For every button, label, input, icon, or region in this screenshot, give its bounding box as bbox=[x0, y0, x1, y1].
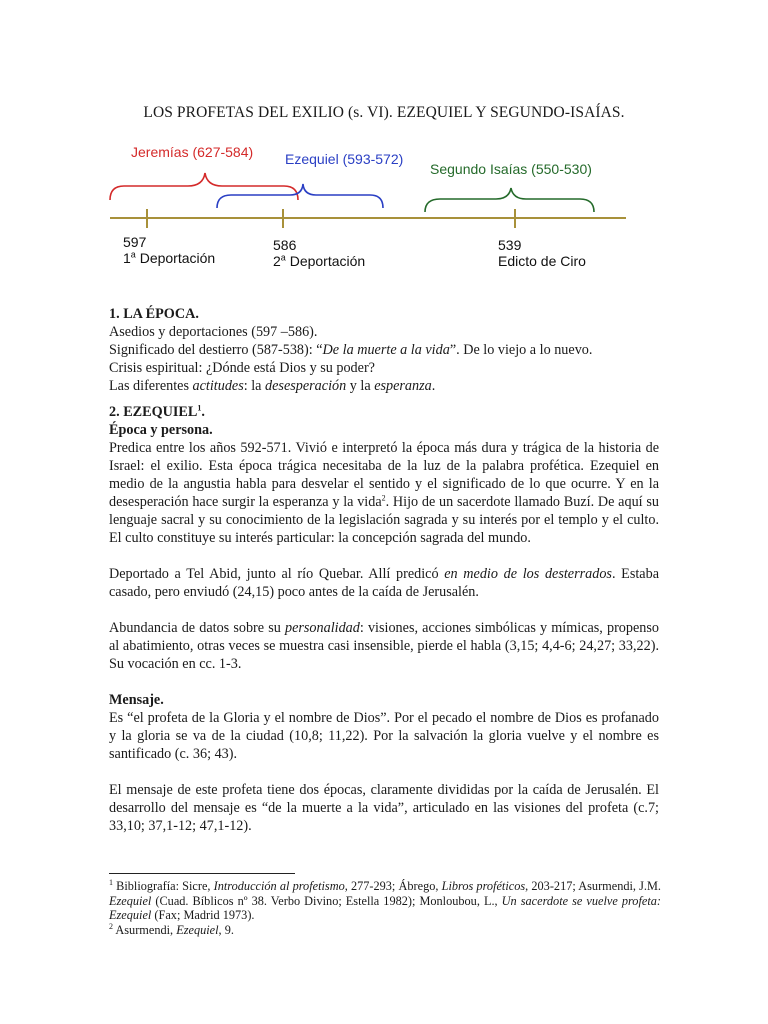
event-597-label: 1$^a$ Deportación bbox=[123, 249, 216, 266]
page-title: LOS PROFETAS DEL EXILIO (s. VI). EZEQUIEL Y SEGUNDO-ISAÍAS. bbox=[143, 104, 625, 121]
timeline-diagram bbox=[0, 140, 768, 280]
section-1-heading: 1. LA ÉPOCA. bbox=[109, 306, 199, 322]
epoca-line-1: Asedios y deportaciones (597 –586). bbox=[109, 324, 318, 340]
event-539-year: 539 bbox=[498, 237, 522, 253]
event-597 bbox=[123, 234, 215, 266]
section-epoca bbox=[109, 305, 659, 395]
segundo-isaias-brace bbox=[425, 188, 594, 212]
paragraph-predica: Predica entre los años 592-571. Vivió e interpretó la época más dura y trágica de la historia de Israel: el exilio. Esta época trágica necesitaba de la luz de la palabra profética. Ezequiel en medio de la angustia habla para desvelar el sentido y el significado de lo que ocurre. Y en la desesperación hace surgir la esperanza y la vida$^2$. Hijo de un sacerdote llamado Buzí. De aquí su lenguaje sacral y su conocimiento de la legislación sagrada y su interés por el templo y el culto. El culto constituye su interés particular: la concepción sagrada del mundo. bbox=[109, 440, 659, 546]
footnote-2: $^2$ Asurmendi, Ezequiel, 9. bbox=[109, 921, 234, 937]
event-586-label: 2$^a$ Deportación bbox=[273, 252, 366, 269]
subheading-mensaje: Mensaje. bbox=[109, 692, 164, 708]
section-2-heading: 2. EZEQUIEL$^1$. bbox=[109, 403, 205, 420]
subheading-epoca-persona: Época y persona. bbox=[109, 422, 213, 438]
paragraph-personalidad: Abundancia de datos sobre su personalidad: visiones, acciones simbólicas y mímicas, propenso al abatimiento, otras veces se muestra casi insensible, pierde el habla (3,15; 4,4-6; 24,27; 33,22). Su vocación en cc. 1-3. bbox=[109, 620, 659, 672]
jeremias-brace bbox=[110, 173, 298, 200]
footnote-1: $^1$ Bibliografía: Sicre, Introducción al profetismo, 277-293; Ábrego, Libros proféticos, 203-217; Asurmendi, J.M. Ezequiel (Cuad. Bíblicos nº 38. Verbo Divino; Estella 1982); Monloubou, L., Un sacerdote se vuelve profeta: Ezequiel (Fax; Madrid 1973). bbox=[109, 877, 661, 922]
paragraph-dos-epocas: El mensaje de este profeta tiene dos épocas, claramente divididas por la caída de Jerusalén. El desarrollo del mensaje es “de la muerte a la vida”, articulado en las visiones del profeta (c.7; 33,10; 37,1-12; 47,1-12). bbox=[109, 782, 659, 834]
ezequiel-label: Ezequiel (593-572) bbox=[285, 151, 404, 167]
ezequiel-brace bbox=[217, 184, 383, 208]
jeremias-label: Jeremías (627-584) bbox=[131, 144, 254, 160]
segundo-isaias-label: Segundo Isaías (550-530) bbox=[430, 161, 592, 177]
paragraph-gloria: Es “el profeta de la Gloria y el nombre de Dios”. Por el pecado el nombre de Dios es profanado y la gloria se va de la ciudad (10,8; 11,22). Por la salvación la gloria vuelve y el nombre es santificado (c. 36; 43). bbox=[109, 710, 659, 762]
epoca-line-3: Crisis espiritual: ¿Dónde está Dios y su poder? bbox=[109, 360, 375, 376]
event-539 bbox=[498, 237, 586, 269]
event-597-year: 597 bbox=[123, 234, 147, 250]
event-586 bbox=[273, 237, 365, 269]
event-539-label: Edicto de Ciro bbox=[498, 253, 586, 269]
footnotes bbox=[109, 879, 661, 937]
footnote-separator bbox=[109, 873, 295, 874]
epoca-line-4: Las diferentes actitudes: la desesperación y la esperanza. bbox=[109, 378, 436, 394]
paragraph-deportado: Deportado a Tel Abid, junto al río Quebar. Allí predicó en medio de los desterrados. Estaba casado, pero enviudó (24,15) poco antes de la caída de Jerusalén. bbox=[109, 566, 659, 600]
epoca-line-2: Significado del destierro (587-538): “De la muerte a la vida”. De lo viejo a lo nuevo. bbox=[109, 342, 593, 358]
section-ezequiel bbox=[109, 403, 659, 835]
event-586-year: 586 bbox=[273, 237, 297, 253]
